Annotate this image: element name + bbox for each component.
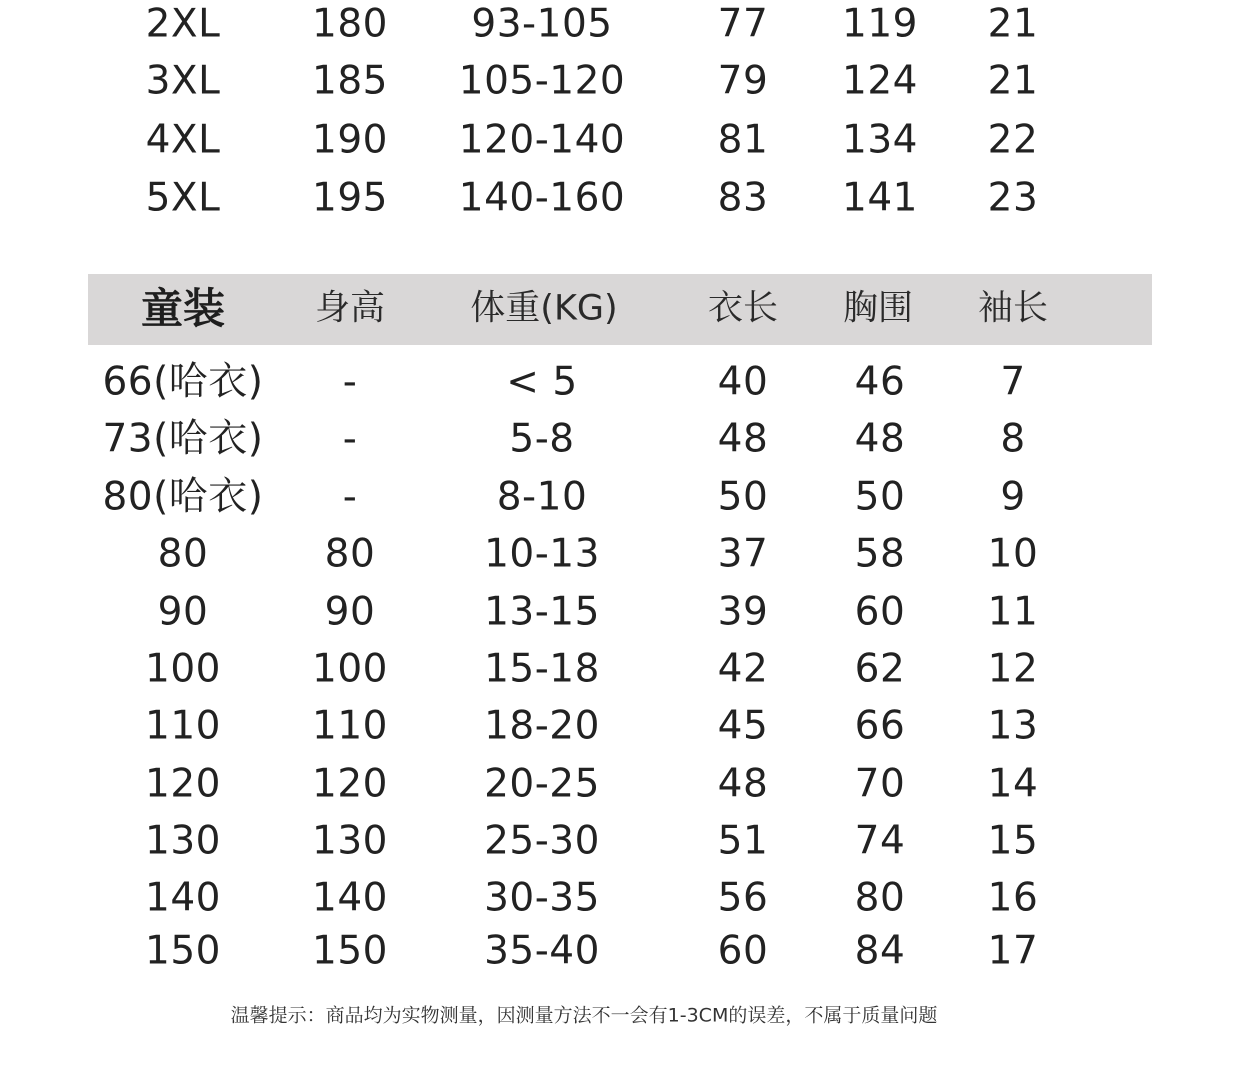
- kids-cell: -: [342, 359, 358, 405]
- kids-cell: 25-30: [484, 818, 600, 864]
- kids-cell: 13: [987, 703, 1039, 749]
- kids-cell: 66(哈衣): [102, 359, 264, 405]
- kids-cell: 90: [324, 589, 376, 635]
- adult-cell: 140-160: [458, 175, 626, 221]
- kids-cell: 10-13: [484, 531, 600, 577]
- adult-cell: 83: [717, 175, 769, 221]
- kids-cell: 120: [312, 761, 388, 807]
- kids-cell: 110: [312, 703, 388, 749]
- adult-cell: 81: [717, 117, 769, 163]
- kids-cell: 80: [157, 531, 209, 577]
- kids-cell: 14: [987, 761, 1039, 807]
- adult-cell: 22: [987, 117, 1039, 163]
- kids-cell: 84: [854, 928, 906, 974]
- kids-cell: 10: [987, 531, 1039, 577]
- adult-cell: 120-140: [458, 117, 626, 163]
- kids-cell: 150: [312, 928, 388, 974]
- kids-cell: 15-18: [484, 646, 600, 692]
- kids-cell: < 5: [506, 359, 578, 405]
- kids-cell: 66: [854, 703, 906, 749]
- kids-cell: 48: [854, 416, 906, 462]
- kids-cell: 100: [145, 646, 221, 692]
- kids-cell: 37: [717, 531, 769, 577]
- kids-cell: 39: [717, 589, 769, 635]
- adult-cell: 134: [842, 117, 918, 163]
- kids-cell: 80: [854, 875, 906, 921]
- measurement-note: 温馨提示：商品均为实物测量，因测量方法不一会有1-3CM的误差，不属于质量问题: [230, 1004, 938, 1027]
- kids-cell: 140: [312, 875, 388, 921]
- kids-cell: 20-25: [484, 761, 600, 807]
- kids-cell: 16: [987, 875, 1039, 921]
- kids-cell: 8-10: [496, 474, 588, 520]
- kids-column-header: 身高: [314, 288, 386, 329]
- kids-cell: 50: [717, 474, 769, 520]
- kids-cell: 30-35: [484, 875, 600, 921]
- kids-table-title: 童装: [140, 284, 226, 333]
- kids-cell: 17: [987, 928, 1039, 974]
- adult-cell: 119: [842, 1, 918, 47]
- kids-cell: 18-20: [484, 703, 600, 749]
- adult-cell: 79: [717, 58, 769, 104]
- kids-cell: 9: [1000, 474, 1026, 520]
- adult-cell: 93-105: [471, 1, 613, 47]
- kids-cell: 150: [145, 928, 221, 974]
- kids-cell: 100: [312, 646, 388, 692]
- kids-cell: -: [342, 474, 358, 520]
- kids-cell: 110: [145, 703, 221, 749]
- adult-cell: 3XL: [145, 58, 221, 104]
- adult-cell: 21: [987, 58, 1039, 104]
- kids-cell: 13-15: [484, 589, 600, 635]
- kids-cell: 130: [145, 818, 221, 864]
- kids-cell: 60: [854, 589, 906, 635]
- kids-cell: 62: [854, 646, 906, 692]
- kids-cell: 15: [987, 818, 1039, 864]
- adult-cell: 180: [312, 1, 388, 47]
- kids-cell: 48: [717, 761, 769, 807]
- kids-cell: 58: [854, 531, 906, 577]
- adult-cell: 21: [987, 1, 1039, 47]
- kids-column-header: 袖长: [977, 288, 1049, 329]
- kids-cell: 46: [854, 359, 906, 405]
- kids-cell: 40: [717, 359, 769, 405]
- kids-cell: 74: [854, 818, 906, 864]
- kids-cell: 130: [312, 818, 388, 864]
- kids-cell: 120: [145, 761, 221, 807]
- adult-cell: 124: [842, 58, 918, 104]
- kids-cell: 73(哈衣): [102, 416, 264, 462]
- kids-cell: 8: [1000, 416, 1026, 462]
- kids-cell: 70: [854, 761, 906, 807]
- kids-cell: 50: [854, 474, 906, 520]
- adult-cell: 185: [312, 58, 388, 104]
- kids-cell: 80(哈衣): [102, 474, 264, 520]
- kids-cell: -: [342, 416, 358, 462]
- kids-cell: 45: [717, 703, 769, 749]
- adult-cell: 2XL: [145, 1, 221, 47]
- kids-column-header: 衣长: [707, 288, 779, 329]
- kids-cell: 42: [717, 646, 769, 692]
- kids-cell: 51: [717, 818, 769, 864]
- kids-cell: 140: [145, 875, 221, 921]
- adult-cell: 5XL: [145, 175, 221, 221]
- kids-cell: 56: [717, 875, 769, 921]
- kids-cell: 12: [987, 646, 1039, 692]
- kids-cell: 5-8: [509, 416, 575, 462]
- kids-cell: 35-40: [484, 928, 600, 974]
- kids-cell: 48: [717, 416, 769, 462]
- adult-cell: 4XL: [145, 117, 221, 163]
- kids-cell: 60: [717, 928, 769, 974]
- adult-cell: 195: [312, 175, 388, 221]
- adult-cell: 23: [987, 175, 1039, 221]
- kids-column-header: 体重(KG): [470, 288, 618, 329]
- kids-cell: 90: [157, 589, 209, 635]
- adult-cell: 77: [717, 1, 769, 47]
- kids-cell: 11: [987, 589, 1039, 635]
- adult-cell: 190: [312, 117, 388, 163]
- adult-cell: 105-120: [458, 58, 626, 104]
- adult-cell: 141: [842, 175, 918, 221]
- kids-column-header: 胸围: [842, 288, 914, 329]
- kids-cell: 7: [1000, 359, 1026, 405]
- kids-cell: 80: [324, 531, 376, 577]
